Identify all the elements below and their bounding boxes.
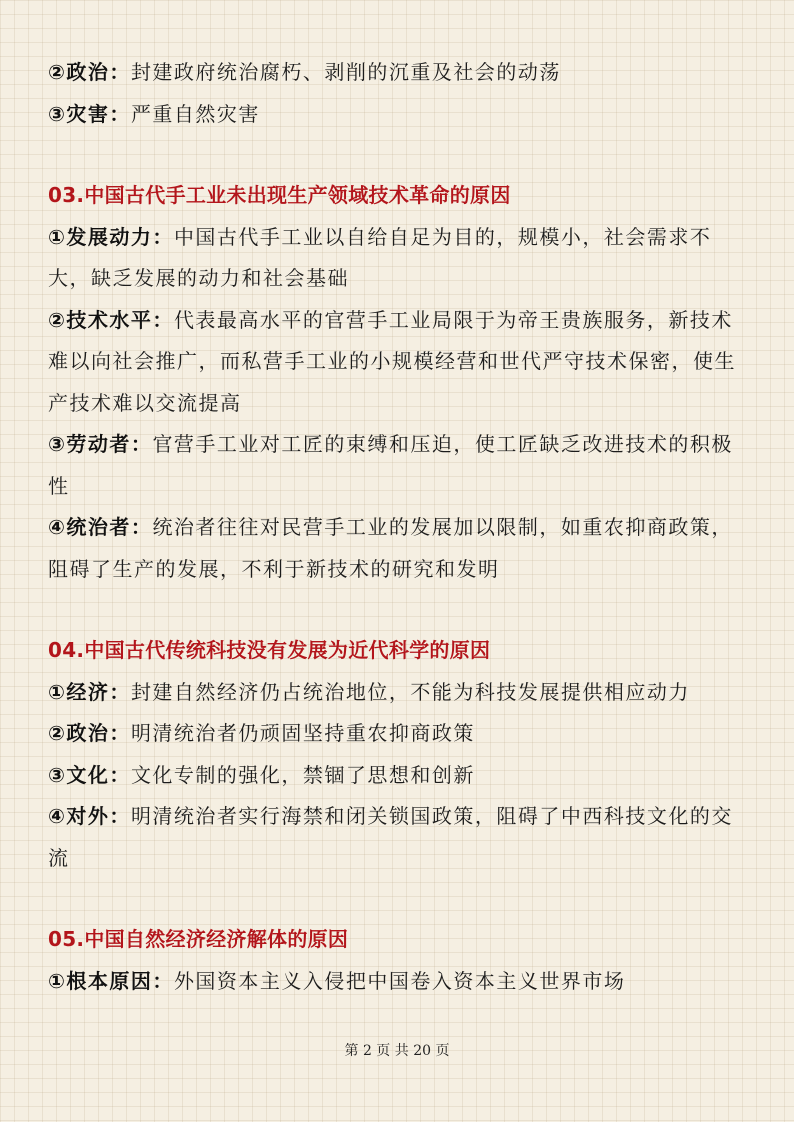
list-item — [48, 796, 748, 879]
item-text: 明清统治者仍顽固坚持重农抑商政策 — [130, 721, 475, 745]
item-label: ③文化： — [48, 762, 131, 787]
item-text: 严重自然灾害 — [130, 101, 260, 126]
list-item — [48, 961, 748, 1003]
list-item — [48, 217, 748, 300]
list-item — [48, 94, 748, 136]
item-label: ④对外： — [48, 804, 131, 828]
item-text: 外国资本主义入侵把中国卷入资本主义世界市场 — [173, 968, 626, 993]
item-label: ③劳动者： — [48, 432, 153, 456]
item-label: ②政治： — [48, 60, 131, 84]
item-text: 封建自然经济仍占统治地位，不能为科技发展提供相应动力 — [130, 679, 690, 704]
list-item — [48, 672, 748, 714]
item-text: 官营手工业对工匠的束缚和压迫，使工匠缺乏改进技术的积极性 — [48, 432, 733, 498]
list-item — [48, 755, 748, 797]
page-number: 第 2 页 共 20 页 — [344, 1043, 450, 1059]
item-text: 明清统治者实行海禁和闭关锁国政策，阻碍了中西科技文化的交流 — [48, 804, 733, 870]
list-item — [48, 424, 748, 507]
item-label: ①根本原因： — [48, 968, 174, 993]
section-heading: 04.中国古代传统科技没有发展为近代科学的原因 — [48, 638, 491, 662]
item-text: 文化专制的强化，禁锢了思想和创新 — [130, 762, 475, 787]
list-item — [48, 52, 748, 94]
item-label: ①发展动力： — [48, 224, 174, 249]
item-label: ①经济： — [48, 679, 131, 704]
item-text: 代表最高水平的官营手工业局限于为帝王贵族服务，新技术难以向社会推广，而私营手工业的小规模经营和世代严守技术保密，使生产技术难以交流提高 — [48, 307, 736, 415]
item-label: ②技术水平： — [48, 307, 174, 332]
item-text: 封建政府统治腐朽、剥削的沉重及社会的动荡 — [130, 60, 561, 84]
item-text: 统治者往往对民营手工业的发展加以限制，如重农抑商政策，阻碍了生产的发展，不利于新技术的研究和发明 — [48, 515, 733, 581]
item-label: ②政治： — [48, 721, 131, 745]
item-text: 中国古代手工业以自给自足为目的，规模小，社会需求不大，缺乏发展的动力和社会基础 — [48, 224, 712, 290]
list-item — [48, 507, 748, 590]
document-body — [48, 52, 748, 1002]
item-label: ④统治者： — [48, 515, 153, 539]
section-heading: 03.中国古代手工业未出现生产领域技术革命的原因 — [48, 183, 511, 207]
item-label: ③灾害： — [48, 101, 131, 126]
list-item — [48, 713, 748, 755]
section-heading: 05.中国自然经济经济解体的原因 — [48, 927, 349, 951]
list-item — [48, 300, 748, 425]
